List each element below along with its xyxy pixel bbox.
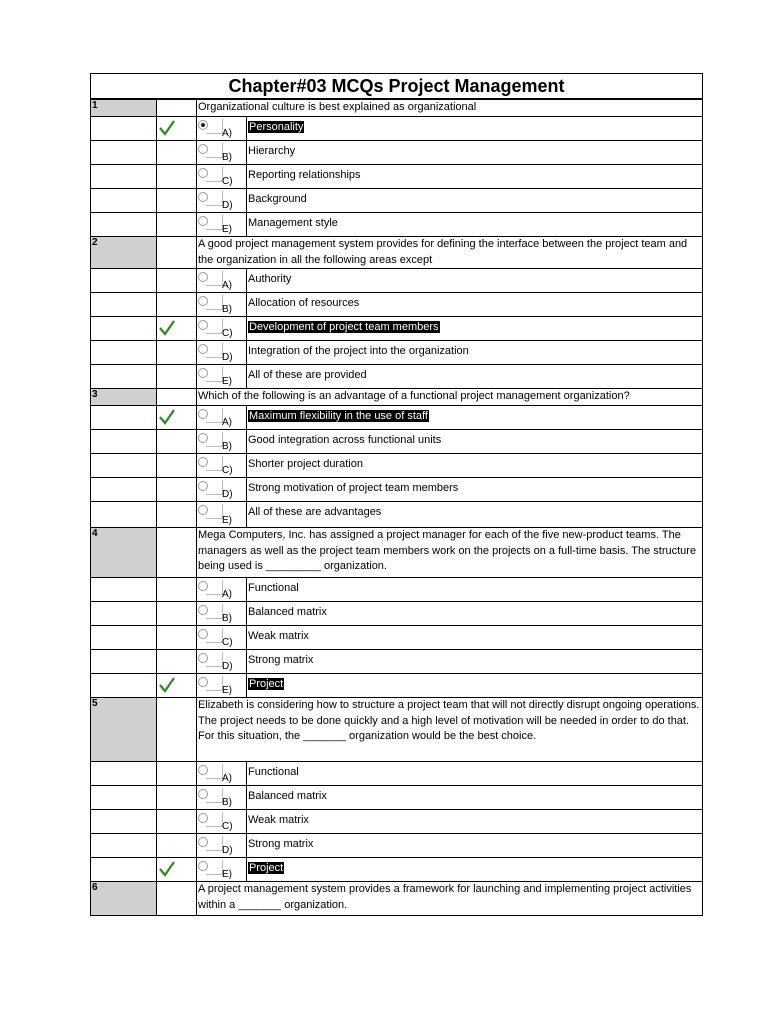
option-radio-cell[interactable] [197, 165, 247, 188]
option-label: Project [249, 678, 284, 690]
radio-icon[interactable] [198, 120, 208, 130]
option-radio-cell[interactable] [197, 478, 247, 501]
radio-icon[interactable] [198, 457, 208, 467]
option-label: Allocation of resources [248, 297, 360, 309]
option-radio-cell[interactable] [197, 626, 247, 649]
question-number: 1 [90, 100, 157, 116]
blank-cell [90, 810, 157, 833]
option-label: Balanced matrix [248, 606, 327, 618]
question-text: Elizabeth is considering how to structure a project team that will not directly disrupt ongoing operations. The project needs to be done quickly and a high level of motivation will be needed in order to do that. For this situation, the _______ organization would be the best choice. [197, 698, 703, 761]
option-row [90, 454, 703, 478]
option-letter: A) [222, 417, 232, 428]
mcq-sheet [90, 73, 703, 916]
answer-mark-cell [157, 578, 197, 601]
option-letter: C) [222, 328, 233, 339]
radio-icon[interactable] [198, 344, 208, 354]
option-letter: B) [222, 797, 232, 808]
answer-mark-cell [157, 650, 197, 673]
option-radio-cell[interactable] [197, 650, 247, 673]
radio-icon[interactable] [198, 677, 208, 687]
option-radio-cell[interactable] [197, 365, 247, 388]
blank-cell [90, 578, 157, 601]
option-label: Reporting relationships [248, 169, 361, 181]
radio-icon[interactable] [198, 629, 208, 639]
radio-icon[interactable] [198, 605, 208, 615]
option-text-cell [247, 762, 703, 785]
blank-cell [90, 213, 157, 236]
question-row [90, 882, 703, 916]
option-label: Balanced matrix [248, 790, 327, 802]
answer-mark-cell [157, 882, 197, 915]
option-label: Weak matrix [248, 814, 309, 826]
option-text-cell [247, 602, 703, 625]
option-text-cell [247, 674, 703, 697]
answer-mark-cell [157, 389, 197, 405]
option-row [90, 674, 703, 698]
radio-icon[interactable] [198, 409, 208, 419]
option-row [90, 650, 703, 674]
option-letter: E) [222, 869, 232, 880]
option-radio-cell[interactable] [197, 858, 247, 881]
question-number: 6 [90, 882, 157, 915]
option-radio-cell[interactable] [197, 341, 247, 364]
option-row [90, 341, 703, 365]
option-row [90, 293, 703, 317]
option-letter: A) [222, 128, 232, 139]
answer-mark-cell [157, 698, 197, 761]
radio-icon[interactable] [198, 296, 208, 306]
option-text-cell [247, 141, 703, 164]
radio-frame [206, 764, 223, 779]
option-row [90, 189, 703, 213]
radio-frame [206, 652, 223, 667]
answer-mark-cell [157, 165, 197, 188]
option-label: Functional [248, 582, 299, 594]
blank-cell [90, 365, 157, 388]
option-text-cell [247, 341, 703, 364]
blank-cell [90, 786, 157, 809]
option-row [90, 269, 703, 293]
check-icon [158, 676, 176, 694]
answer-mark-cell [157, 117, 197, 140]
radio-frame [206, 788, 223, 803]
blank-cell [90, 430, 157, 453]
option-letter: D) [222, 352, 233, 363]
radio-frame [206, 191, 223, 206]
radio-frame [206, 580, 223, 595]
option-radio-cell[interactable] [197, 674, 247, 697]
option-radio-cell[interactable] [197, 117, 247, 140]
option-letter: B) [222, 152, 232, 163]
radio-icon[interactable] [198, 168, 208, 178]
option-radio-cell[interactable] [197, 762, 247, 785]
answer-mark-cell [157, 269, 197, 292]
option-text-cell [247, 626, 703, 649]
question-row [90, 528, 703, 578]
option-radio-cell[interactable] [197, 454, 247, 477]
option-label: Maximum flexibility in the use of staff [249, 410, 428, 422]
option-row [90, 365, 703, 389]
check-icon [158, 119, 176, 137]
option-text-cell [247, 406, 703, 429]
radio-frame [206, 167, 223, 182]
answer-mark-cell [157, 762, 197, 785]
option-text-cell [247, 454, 703, 477]
question-row [90, 389, 703, 406]
option-letter: E) [222, 515, 232, 526]
answer-mark-cell [157, 100, 197, 116]
option-text-cell [247, 189, 703, 212]
option-text-cell [247, 365, 703, 388]
page-title: Chapter#03 MCQs Project Management [90, 73, 703, 100]
blank-cell [90, 626, 157, 649]
blank-cell [90, 317, 157, 340]
option-text-cell [247, 213, 703, 236]
radio-icon[interactable] [198, 505, 208, 515]
radio-frame [206, 480, 223, 495]
radio-icon[interactable] [198, 433, 208, 443]
option-label: All of these are provided [248, 369, 367, 381]
option-text-cell [247, 810, 703, 833]
option-radio-cell[interactable] [197, 810, 247, 833]
option-letter: D) [222, 200, 233, 211]
option-letter: D) [222, 845, 233, 856]
answer-mark-cell [157, 430, 197, 453]
option-letter: B) [222, 613, 232, 624]
option-label: Strong matrix [248, 654, 314, 666]
option-row [90, 810, 703, 834]
blank-cell [90, 269, 157, 292]
option-text-cell [247, 502, 703, 527]
option-letter: C) [222, 821, 233, 832]
option-letter: D) [222, 489, 233, 500]
radio-frame [206, 604, 223, 619]
option-label: Strong matrix [248, 838, 314, 850]
option-radio-cell[interactable] [197, 834, 247, 857]
blank-cell [90, 165, 157, 188]
answer-mark-cell [157, 213, 197, 236]
option-row [90, 502, 703, 528]
radio-icon[interactable] [198, 481, 208, 491]
answer-mark-cell [157, 189, 197, 212]
radio-icon[interactable] [198, 837, 208, 847]
radio-icon[interactable] [198, 861, 208, 871]
option-radio-cell[interactable] [197, 141, 247, 164]
option-row [90, 406, 703, 430]
option-text-cell [247, 650, 703, 673]
radio-icon[interactable] [198, 216, 208, 226]
answer-mark-cell [157, 406, 197, 429]
radio-frame [206, 860, 223, 875]
blank-cell [90, 602, 157, 625]
radio-icon[interactable] [198, 192, 208, 202]
option-label: Strong motivation of project team members [248, 482, 459, 494]
option-letter: C) [222, 637, 233, 648]
option-row [90, 762, 703, 786]
option-text-cell [247, 317, 703, 340]
option-letter: B) [222, 441, 232, 452]
blank-cell [90, 858, 157, 881]
option-radio-cell[interactable] [197, 293, 247, 316]
answer-mark-cell [157, 478, 197, 501]
option-row [90, 478, 703, 502]
radio-frame [206, 836, 223, 851]
radio-icon[interactable] [198, 653, 208, 663]
radio-icon[interactable] [198, 581, 208, 591]
option-letter: A) [222, 773, 232, 784]
blank-cell [90, 762, 157, 785]
option-letter: D) [222, 661, 233, 672]
radio-frame [206, 271, 223, 286]
answer-mark-cell [157, 834, 197, 857]
option-row [90, 602, 703, 626]
option-label: Authority [248, 273, 292, 285]
option-radio-cell[interactable] [197, 786, 247, 809]
radio-frame [206, 812, 223, 827]
answer-mark-cell [157, 502, 197, 527]
option-label: Background [248, 193, 307, 205]
radio-frame [206, 343, 223, 358]
blank-cell [90, 117, 157, 140]
option-text-cell [247, 430, 703, 453]
radio-icon[interactable] [198, 272, 208, 282]
option-label: Functional [248, 766, 299, 778]
option-text-cell [247, 165, 703, 188]
option-text-cell [247, 786, 703, 809]
radio-frame [206, 367, 223, 382]
question-text: A project management system provides a framework for launching and implementing project activities within a _______ organization. [197, 882, 703, 915]
question-number: 3 [90, 389, 157, 405]
option-letter: A) [222, 280, 232, 291]
option-radio-cell[interactable] [197, 269, 247, 292]
answer-mark-cell [157, 237, 197, 268]
radio-icon[interactable] [198, 368, 208, 378]
radio-frame [206, 143, 223, 158]
option-text-cell [247, 117, 703, 140]
question-row [90, 100, 703, 117]
option-letter: E) [222, 224, 232, 235]
blank-cell [90, 141, 157, 164]
option-radio-cell[interactable] [197, 213, 247, 236]
question-text: Organizational culture is best explained as organizational [197, 100, 703, 116]
radio-frame [206, 432, 223, 447]
check-icon [158, 408, 176, 426]
option-letter: C) [222, 176, 233, 187]
option-letter: C) [222, 465, 233, 476]
answer-mark-cell [157, 786, 197, 809]
option-label: All of these are advantages [248, 506, 382, 518]
blank-cell [90, 502, 157, 527]
question-row [90, 698, 703, 762]
option-row [90, 213, 703, 237]
question-text: A good project management system provides for defining the interface between the project team and the organization in all the following areas except [197, 237, 703, 268]
radio-icon[interactable] [198, 144, 208, 154]
option-radio-cell[interactable] [197, 406, 247, 429]
answer-mark-cell [157, 141, 197, 164]
check-icon [158, 860, 176, 878]
answer-mark-cell [157, 528, 197, 577]
option-label: Hierarchy [248, 145, 296, 157]
radio-frame [206, 628, 223, 643]
blank-cell [90, 834, 157, 857]
question-text: Mega Computers, Inc. has assigned a project manager for each of the five new-product teams. The managers as well as the project team members work on the projects on a full-time basis. The structure being used is _________ organization. [197, 528, 703, 577]
blank-cell [90, 478, 157, 501]
option-text-cell [247, 858, 703, 881]
radio-frame [206, 119, 223, 134]
radio-icon[interactable] [198, 813, 208, 823]
option-label: Good integration across functional units [248, 434, 442, 446]
option-text-cell [247, 834, 703, 857]
question-row [90, 237, 703, 269]
option-row [90, 626, 703, 650]
option-label: Integration of the project into the organization [248, 345, 469, 357]
option-row [90, 858, 703, 882]
option-text-cell [247, 478, 703, 501]
option-letter: E) [222, 685, 232, 696]
option-label: Personality [249, 121, 304, 133]
radio-icon[interactable] [198, 320, 208, 330]
blank-cell [90, 341, 157, 364]
option-label: Development of project team members [249, 321, 439, 333]
option-letter: A) [222, 589, 232, 600]
option-row [90, 786, 703, 810]
option-radio-cell[interactable] [197, 602, 247, 625]
option-label: Shorter project duration [248, 458, 363, 470]
radio-frame [206, 504, 223, 519]
answer-mark-cell [157, 317, 197, 340]
radio-icon[interactable] [198, 789, 208, 799]
radio-frame [206, 676, 223, 691]
answer-mark-cell [157, 626, 197, 649]
option-text-cell [247, 293, 703, 316]
question-text: Which of the following is an advantage of a functional project management organization? [197, 389, 703, 405]
answer-mark-cell [157, 365, 197, 388]
option-text-cell [247, 269, 703, 292]
option-radio-cell[interactable] [197, 502, 247, 527]
answer-mark-cell [157, 293, 197, 316]
check-icon [158, 319, 176, 337]
answer-mark-cell [157, 454, 197, 477]
option-row [90, 834, 703, 858]
option-row [90, 430, 703, 454]
question-number: 5 [90, 698, 157, 761]
option-row [90, 578, 703, 602]
answer-mark-cell [157, 602, 197, 625]
option-letter: E) [222, 376, 232, 387]
radio-frame [206, 456, 223, 471]
option-label: Management style [248, 217, 338, 229]
option-radio-cell[interactable] [197, 189, 247, 212]
question-list [90, 100, 703, 916]
radio-frame [206, 408, 223, 423]
radio-icon[interactable] [198, 765, 208, 775]
option-letter: B) [222, 304, 232, 315]
question-number: 2 [90, 237, 157, 268]
answer-mark-cell [157, 810, 197, 833]
option-radio-cell[interactable] [197, 317, 247, 340]
option-row [90, 317, 703, 341]
radio-frame [206, 215, 223, 230]
option-radio-cell[interactable] [197, 578, 247, 601]
option-label: Project [249, 862, 284, 874]
answer-mark-cell [157, 858, 197, 881]
blank-cell [90, 454, 157, 477]
blank-cell [90, 650, 157, 673]
option-radio-cell[interactable] [197, 430, 247, 453]
option-row [90, 165, 703, 189]
answer-mark-cell [157, 674, 197, 697]
option-row [90, 117, 703, 141]
radio-frame [206, 295, 223, 310]
blank-cell [90, 674, 157, 697]
blank-cell [90, 406, 157, 429]
answer-mark-cell [157, 341, 197, 364]
option-text-cell [247, 578, 703, 601]
question-number: 4 [90, 528, 157, 577]
radio-frame [206, 319, 223, 334]
option-label: Weak matrix [248, 630, 309, 642]
option-row [90, 141, 703, 165]
blank-cell [90, 189, 157, 212]
blank-cell [90, 293, 157, 316]
